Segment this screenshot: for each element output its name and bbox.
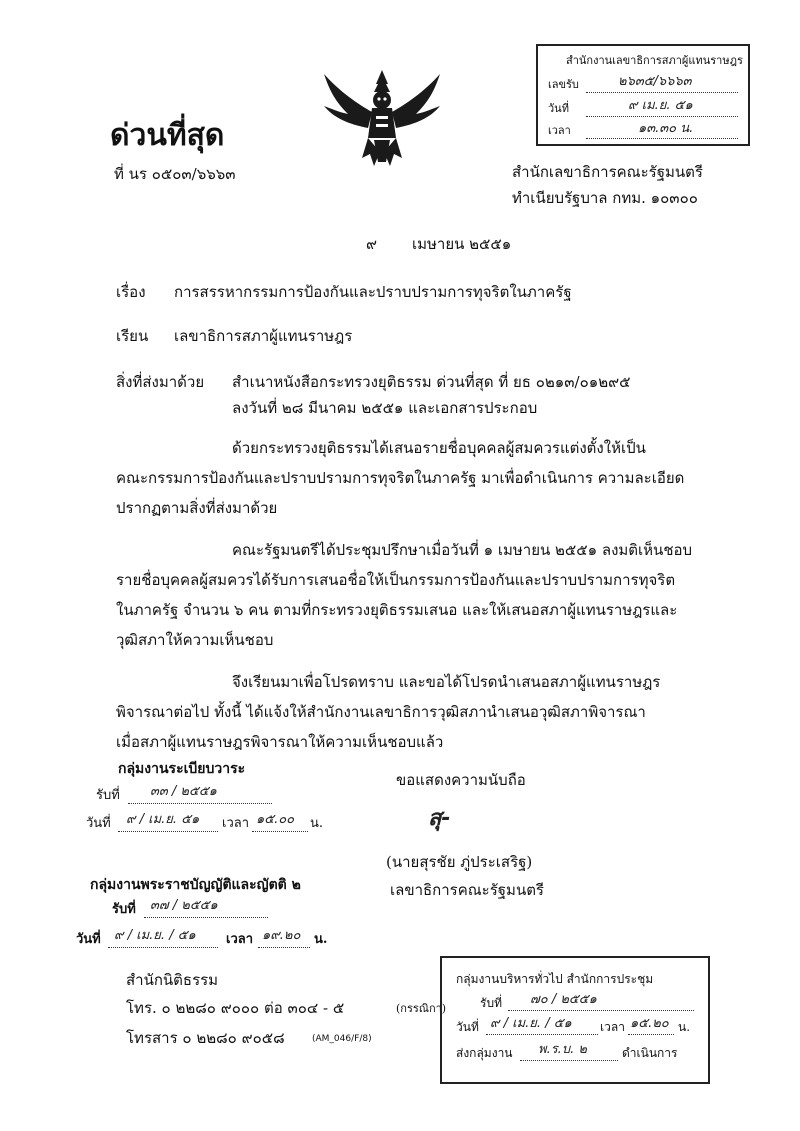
addressee-label: เรียน: [116, 327, 149, 345]
para3-line: พิจารณาต่อไป ทั้งนี้ ได้แจ้งให้สำนักงานเลขาธิการวุฒิสภานำเสนอวุฒิสภาพิจารณา: [116, 703, 646, 721]
para3-line: เมื่อสภาผู้แทนราษฎรพิจารณาให้ความเห็นชอบแล้ว: [116, 733, 444, 751]
bill-time-label: เวลา: [226, 932, 254, 947]
receipt-time-label: เวลา: [548, 124, 571, 137]
admin-receive-label: รับที่: [480, 996, 502, 1010]
registry-time-unit: น.: [310, 816, 324, 831]
sender-address: ทำเนียบรัฐบาล กทม. ๑๐๓๐๐: [512, 189, 698, 207]
garuda-emblem-icon: [318, 62, 446, 174]
addressee-text: เลขาธิการสภาผู้แทนราษฎร: [174, 327, 353, 345]
subject-label: เรื่อง: [116, 283, 146, 301]
subject-text: การสรรหากรรมการป้องกันและปราบปรามการทุจริตในภาครัฐ: [174, 283, 572, 301]
admin-receive-value: ๗๐ / ๒๕๕๑: [530, 992, 597, 1007]
admin-date-value: ๙ / เม.ย. / ๕๑: [490, 1016, 572, 1031]
registry-date-value: ๙ / เม.ย. ๕๑: [126, 812, 200, 827]
para2-line: รายชื่อบุคคลผู้สมควรได้รับการเสนอชื่อให้เป็นกรรมการป้องกันและปราบปรามการทุจริต: [116, 571, 676, 589]
bill-date-value: ๙ / เม.ย. / ๕๑: [114, 928, 196, 943]
admin-stamp-title: กลุ่มงานบริหารทั่วไป สำนักการประชุม: [456, 972, 654, 986]
bill-date-label: วันที่: [76, 932, 101, 947]
admin-time-label: เวลา: [600, 1020, 625, 1034]
registry-date-label: วันที่: [86, 816, 111, 831]
signer-name: (นายสุรชัย ภู่ประเสริฐ): [386, 853, 533, 871]
para2-line: คณะรัฐมนตรีได้ประชุมปรึกษาเมื่อวันที่ ๑ เมษายน ๒๕๕๑ ลงมติเห็นชอบ: [232, 541, 693, 559]
signer-title: เลขาธิการคณะรัฐมนตรี: [390, 881, 544, 899]
receipt-receive-value: ๒๖๓๕/๖๖๖๓: [618, 74, 692, 89]
enclosure-line-1: สำเนาหนังสือกระทรวงยุติธรรม ด่วนที่สุด ที่ ยธ ๐๒๑๓/๐๑๒๙๕: [232, 373, 631, 391]
document-date: เมษายน ๒๕๕๑: [412, 235, 512, 253]
enclosure-line-2: ลงวันที่ ๒๘ มีนาคม ๒๕๕๑ และเอกสารประกอบ: [232, 399, 538, 417]
bill-stamp-title: กลุ่มงานพระราชบัญญัติและญัตติ ๒: [90, 877, 301, 893]
receipt-time-value: ๑๓.๓๐ น.: [638, 121, 694, 136]
registry-receive-value: ๓๓ / ๒๕๕๑: [150, 784, 217, 799]
registry-time-label: เวลา: [222, 816, 250, 831]
bill-receive-label: รับที่: [112, 902, 136, 917]
admin-action-label: ดำเนินการ: [622, 1046, 678, 1060]
para2-line: ในภาครัฐ จำนวน ๖ คน ตามที่กระทรวงยุติธรรมเสนอ และให้เสนอสภาผู้แทนราษฎรและ: [116, 601, 678, 619]
sender-org: สำนักเลขาธิการคณะรัฐมนตรี: [512, 163, 703, 181]
para1-line: ปรากฏตามสิ่งที่ส่งมาด้วย: [116, 499, 278, 517]
document-date-day: ๙: [366, 235, 377, 253]
receipt-stamp-top: [536, 44, 750, 146]
para1-line: ด้วยกระทรวงยุติธรรมได้เสนอรายชื่อบุคคลผู้สมควรแต่งตั้งให้เป็น: [232, 439, 646, 457]
para1-line: คณะกรรมการป้องกันและปราบปรามการทุจริตในภาครัฐ มาเพื่อดำเนินการ ความละเอียด: [116, 469, 685, 487]
receipt-date-label: วันที่: [548, 102, 569, 115]
enclosure-label: สิ่งที่ส่งมาด้วย: [116, 373, 205, 391]
admin-time-unit: น.: [678, 1020, 691, 1034]
signature: สุ-: [428, 806, 451, 831]
footer-office: สำนักนิติธรรม: [126, 971, 219, 989]
urgency-heading: ด่วนที่สุด: [110, 118, 225, 153]
footer-tel-note: (กรรณิกา): [396, 1002, 447, 1015]
footer-fax: โทรสาร ๐ ๒๒๘๐ ๙๐๕๘: [126, 1029, 285, 1047]
footer-tel: โทร. ๐ ๒๒๘๐ ๙๐๐๐ ต่อ ๓๐๔ - ๕: [126, 999, 345, 1017]
admin-time-value: ๑๕.๒๐: [630, 1016, 669, 1031]
receipt-receive-label: เลขรับ: [548, 78, 579, 91]
bill-receive-value: ๓๗ / ๒๕๕๑: [150, 898, 218, 913]
closing-text: ขอแสดงความนับถือ: [396, 771, 526, 789]
bill-time-value: ๑๙.๒๐: [262, 928, 301, 943]
footer-form-code: (AM_046/F/8): [312, 1034, 372, 1044]
registry-time-value: ๑๕.๐๐: [256, 812, 295, 827]
bill-time-unit: น.: [314, 932, 328, 947]
registry-receive-label: รับที่: [96, 788, 120, 803]
admin-send-label: ส่งกลุ่มงาน: [456, 1046, 513, 1060]
receipt-office: สำนักงานเลขาธิการสภาผู้แทนราษฎร: [566, 54, 743, 67]
receipt-date-value: ๙ เม.ย. ๕๑: [628, 98, 693, 113]
para2-line: วุฒิสภาให้ความเห็นชอบ: [116, 631, 274, 649]
para3-line: จึงเรียนมาเพื่อโปรดทราบ และขอได้โปรดนำเสนอสภาผู้แทนราษฎร: [232, 673, 661, 691]
admin-stamp: [440, 956, 710, 1084]
reference-number: ที่ นร ๐๕๐๓/๖๖๖๓: [114, 165, 236, 183]
admin-send-value: พ.ร.บ. ๒: [538, 1042, 587, 1057]
registry-stamp-title: กลุ่มงานระเบียบวาระ: [118, 761, 246, 777]
admin-date-label: วันที่: [456, 1020, 479, 1034]
